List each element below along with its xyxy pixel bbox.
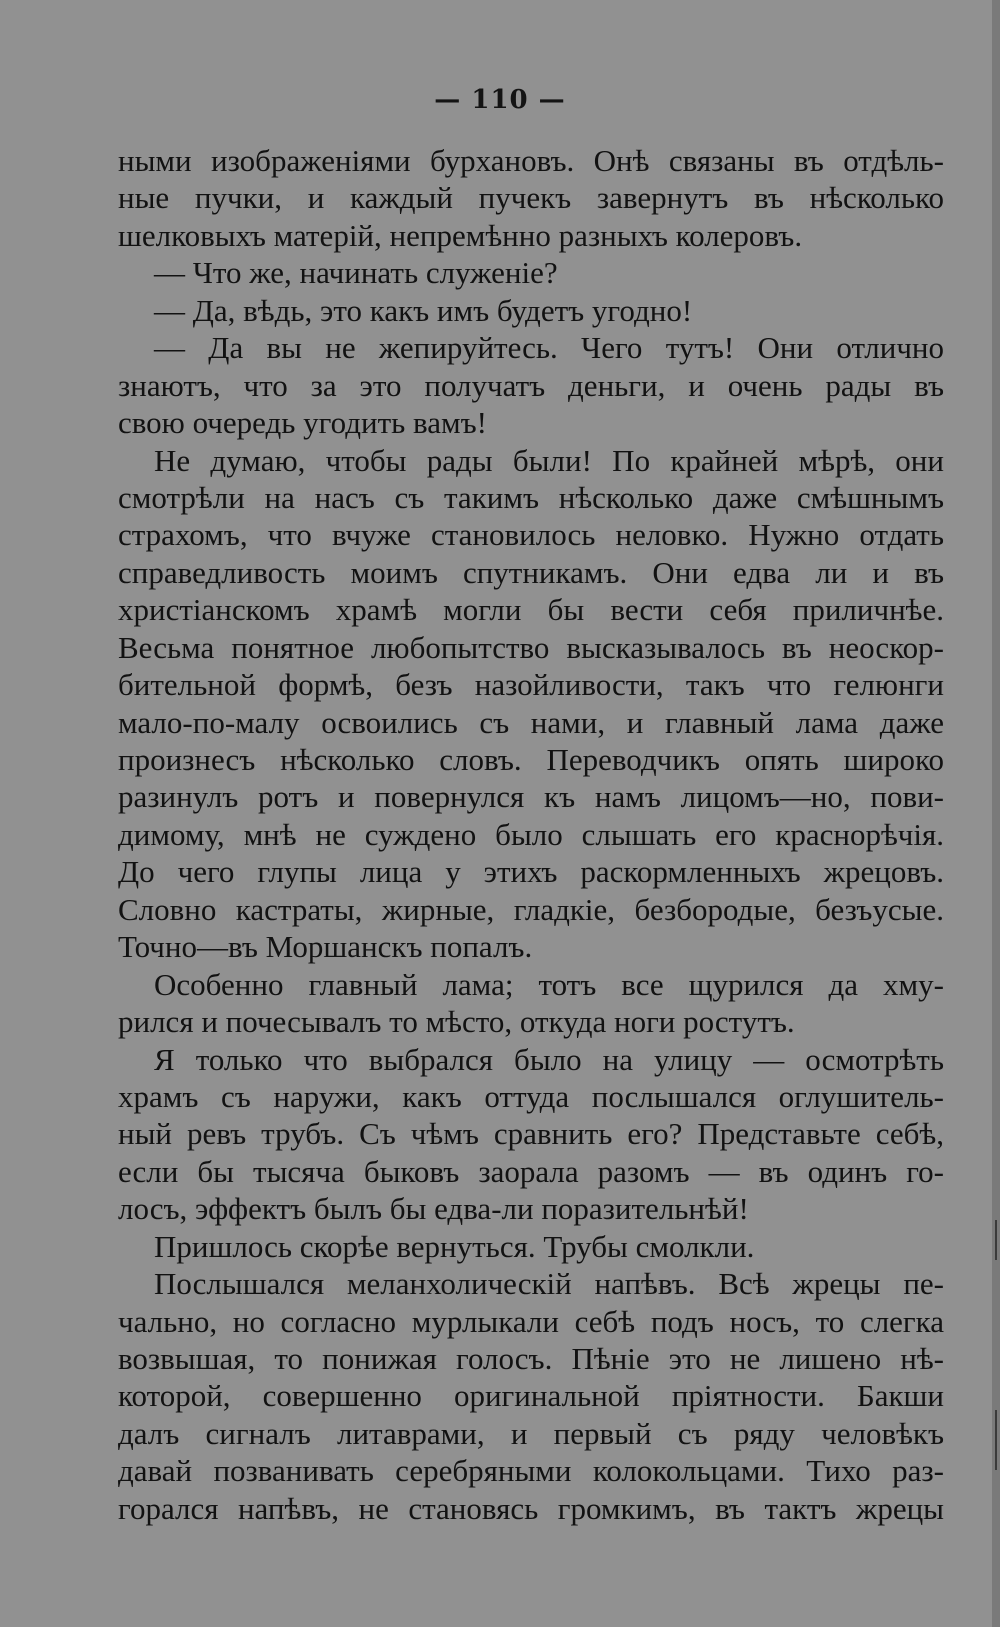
text-line: мало-по-малу освоились съ нами, и главный лама даже [118,704,944,740]
text-line: — Да вы не жепируйтесь. Чего тутъ! Они отлично [154,330,944,366]
text-line: ный ревъ трубъ. Съ чѣмъ сравнить его? Представьте себѣ, [118,1116,944,1152]
text-line: Особенно главный лама; тотъ все щурился да хму- [154,966,944,1002]
text-line: — Да, вѣдь, это какъ имъ будетъ угодно! [154,292,693,328]
edge-mark [995,1410,997,1470]
text-line: рился и почесывалъ то мѣсто, откуда ноги ростутъ. [118,1004,795,1040]
text-line: лосъ, эффектъ былъ бы едва-ли поразительнѣй! [118,1191,749,1227]
text-line: справедливость моимъ спутникамъ. Они едва ли и въ [118,554,944,590]
text-line: чально, но согласно мурлыкали себѣ подъ носъ, то слегка [118,1303,944,1339]
text-line: шелковыхъ матерій, непремѣнно разныхъ колеровъ. [118,217,803,253]
text-line: горался напѣвъ, не становясь громкимъ, въ тактъ жрецы [118,1490,944,1526]
edge-mark [995,1220,997,1260]
text-line: — Что же, начинать служеніе? [154,255,558,291]
page-edge [992,0,1000,1627]
page-number: — 110 — [434,85,566,115]
text-line: Пришлось скорѣе вернуться. Трубы смолкли. [154,1228,755,1264]
text-line: Я только что выбрался было на улицу — осмотрѣть [154,1041,944,1077]
text-line: храмъ съ наружи, какъ оттуда послышался оглушитель- [118,1078,944,1114]
text-line: Послышался меланхолическій напѣвъ. Всѣ жрецы пе- [154,1266,944,1302]
text-line: димому, мнѣ не суждено было слышать его краснорѣчія. [118,816,944,852]
text-line: Не думаю, чтобы рады были! По крайней мѣрѣ, они [154,442,944,478]
text-line: христіанскомъ храмѣ могли бы вести себя приличнѣе. [118,592,944,628]
text-line: страхомъ, что вчуже становилось неловко. Нужно отдать [118,517,944,553]
text-line: До чего глупы лица у этихъ раскормленныхъ жрецовъ. [118,854,944,890]
text-line: свою очередь угодить вамъ! [118,405,487,441]
text-line: ными изображеніями бурхановъ. Онѣ связаны въ отдѣль- [118,143,944,178]
text-line: которой, совершенно оригинальной пріятности. Бакши [118,1378,944,1414]
text-line: бительной формѣ, безъ назойливости, такъ что гелюнги [118,667,944,703]
text-line: произнесъ нѣсколько словъ. Переводчикъ опять широко [118,742,944,777]
text-line: Словно кастраты, жирные, гладкіе, безбородые, безъусые. [118,891,944,927]
text-line: Точно—въ Моршанскъ попалъ. [118,929,533,965]
text-line: знаютъ, что за это получатъ деньги, и очень рады въ [118,367,944,403]
text-line: разинулъ ротъ и повернулся къ намъ лицомъ—но, пови- [118,779,944,815]
text-line: возвышая, то понижая голосъ. Пѣніе это не лишено нѣ- [118,1341,944,1376]
text-line: Весьма понятное любопытство высказывалось въ неоскор- [118,629,944,665]
text-line: смотрѣли на насъ съ такимъ нѣсколько даже смѣшнымъ [118,479,944,515]
text-line: если бы тысяча быковъ заорала разомъ — въ одинъ го- [118,1153,944,1189]
page-text [118,142,944,1527]
text-line: давай позванивать серебряными колокольцами. Тихо раз- [118,1453,944,1489]
text-line: далъ сигналъ литаврами, и первый съ ряду человѣкъ [118,1415,944,1451]
text-line: ные пучки, и каждый пучекъ завернутъ въ нѣсколько [118,180,944,216]
